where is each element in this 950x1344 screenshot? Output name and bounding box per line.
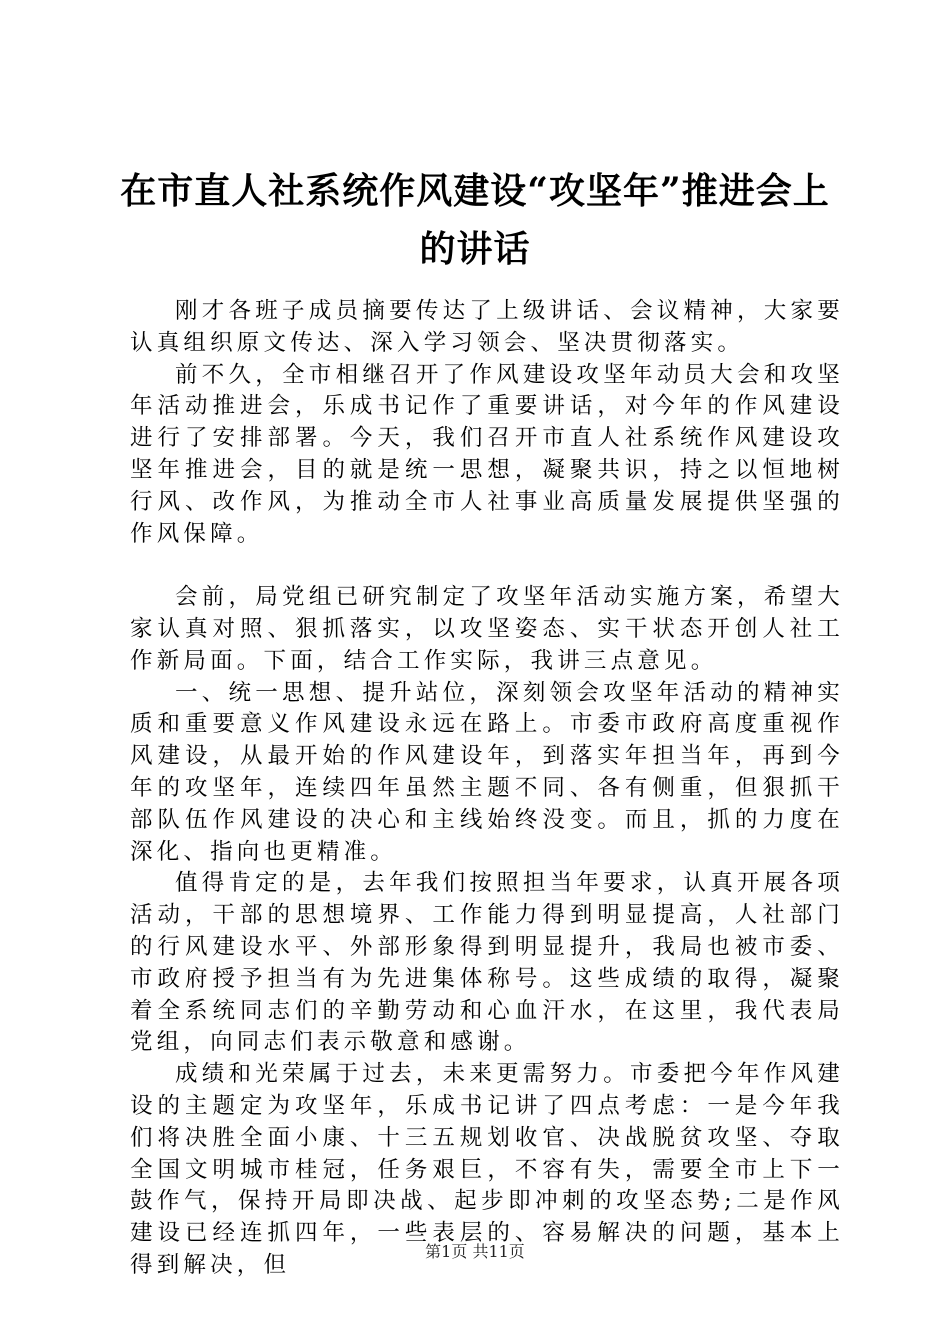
page-footer: 第1页 共11页 xyxy=(425,1242,525,1261)
paragraph-1: 刚才各班子成员摘要传达了上级讲话、会议精神，大家要认真组织原文传达、深入学习领会、坚决贯彻落实。 xyxy=(130,298,844,356)
paragraph-5: 值得肯定的是，去年我们按照担当年要求，认真开展各项活动，干部的思想境界、工作能力得到明显提高，人社部门的行风建设水平、外部形象得到明显提升，我局也被市委、市政府授予担当有为先进集体称号。这些成绩的取得，凝聚着全系统同志们的辛勤劳动和心血汗水，在这里，我代表局党组，向同志们表示敬意和感谢。 xyxy=(130,870,844,1056)
paragraph-6: 成绩和光荣属于过去，未来更需努力。市委把今年作风建设的主题定为攻坚年，乐成书记讲了四点考虑：一是今年我们将决胜全面小康、十三五规划收官、决战脱贫攻坚、夺取全国文明城市桂冠，任务艰巨，不容有失，需要全市上下一鼓作气，保持开局即决战、起步即冲刺的攻坚态势;二是作风建设已经连抓四年，一些表层的、容易解决的问题，基本上得到解决，但 xyxy=(130,1061,844,1278)
paragraph-3: 会前，局党组已研究制定了攻坚年活动实施方案，希望大家认真对照、狠抓落实，以攻坚姿态、实干状态开创人社工作新局面。下面，结合工作实际，我讲三点意见。 xyxy=(130,584,844,674)
document-title: 在市直人社系统作风建设“攻坚年”推进会上的讲话 xyxy=(120,170,830,270)
paragraph-4: 一、统一思想、提升站位，深刻领会攻坚年活动的精神实质和重要意义作风建设永远在路上。市委市政府高度重视作风建设，从最开始的作风建设年，到落实年担当年，再到今年的攻坚年，连续四年虽然主题不同、各有侧重，但狠抓干部队伍作风建设的决心和主线始终没变。而且，抓的力度在深化、指向也更精准。 xyxy=(130,679,844,865)
document-body xyxy=(130,296,844,1282)
paragraph-2: 前不久，全市相继召开了作风建设攻坚年动员大会和攻坚年活动推进会，乐成书记作了重要讲话，对今年的作风建设进行了安排部署。今天，我们召开市直人社系统作风建设攻坚年推进会，目的就是统一思想，凝聚共识，持之以恒地树行风、改作风，为推动全市人社事业高质量发展提供坚强的作风保障。 xyxy=(130,361,844,547)
